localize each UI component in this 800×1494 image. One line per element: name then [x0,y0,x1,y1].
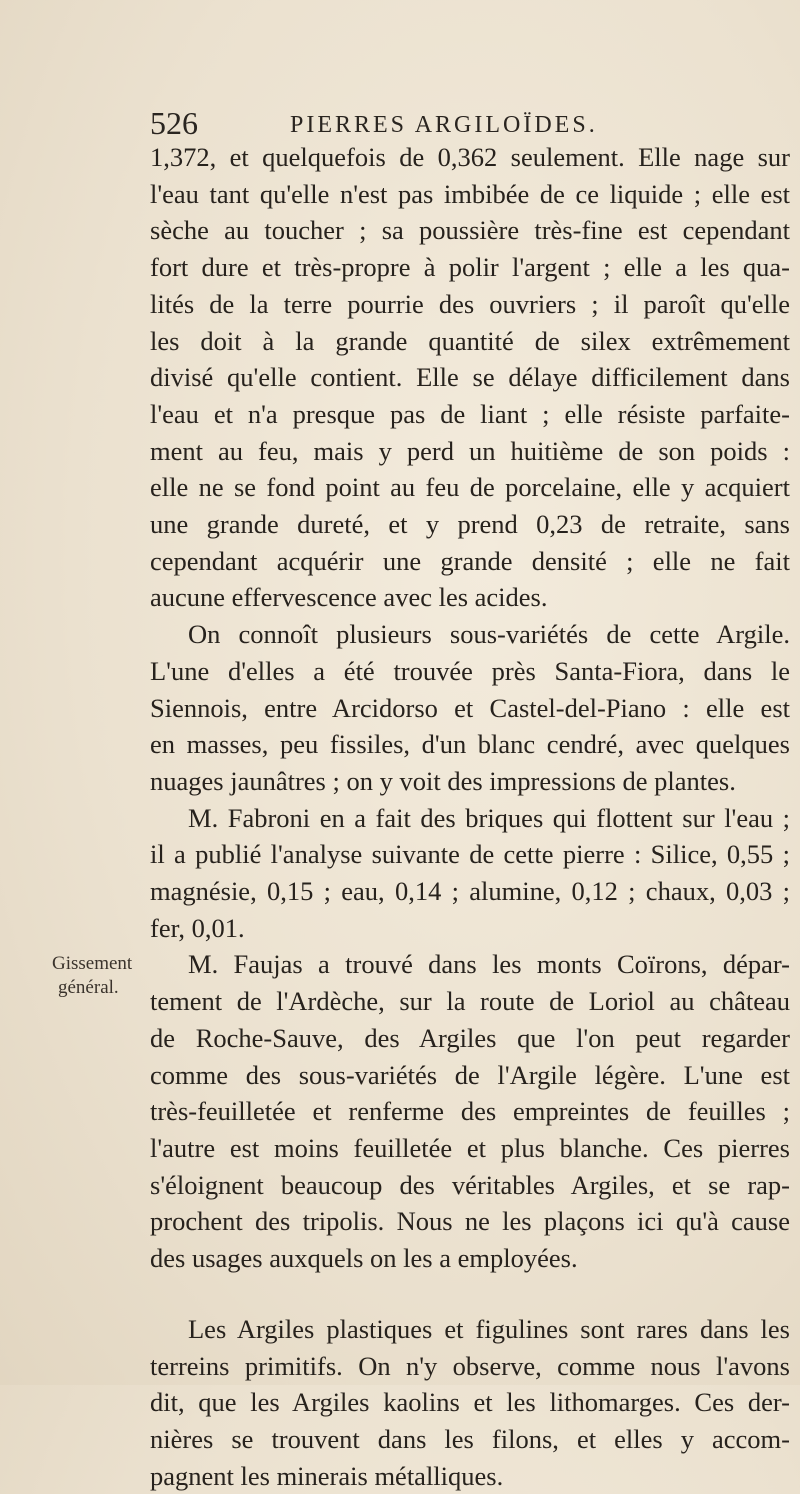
page-number: 526 [150,105,198,141]
text-line: tement de l'Ardèche, sur la route de Loriol au château [150,986,790,1017]
text-line: l'eau tant qu'elle n'est pas imbibée de ce liquide ; elle est [150,178,790,209]
margin-note-line: général. [58,977,119,998]
text-line: une grande dureté, et y prend 0,23 de retraite, sans [150,509,790,540]
text-line: sèche au toucher ; sa poussière très-fine est cependant [150,215,790,246]
text-line: divisé qu'elle contient. Elle se délaye difficilement dans [150,362,790,393]
text-line: fer, 0,01. [150,912,245,943]
margin-note [52,952,152,1000]
text-line: On connoît plusieurs sous-variétés de cette Argile. [188,619,790,650]
text-line: l'eau et n'a presque pas de liant ; elle résiste parfaite- [150,398,790,429]
running-title: PIERRES ARGILOÏDES. [290,112,598,138]
margin-note-line: Gissement [52,953,133,974]
text-line: lités de la terre pourrie des ouvriers ; il paroît qu'elle [150,288,790,319]
text-line: des usages auxquels on les a employées. [150,1243,578,1274]
text-line: il a publié l'analyse suivante de cette pierre : Silice, 0,55 ; [150,839,790,870]
text-line: cependant acquérir une grande densité ; elle ne fait [150,545,790,576]
text-line: M. Faujas a trouvé dans les monts Coïrons, dépar- [188,949,790,980]
text-line: Siennois, entre Arcidorso et Castel-del-Piano : elle est [150,692,790,723]
paragraph-gap [150,1277,790,1311]
text-line: L'une d'elles a été trouvée près Santa-Fiora, dans le [150,655,790,686]
text-line: 1,372, et quelquefois de 0,362 seulement. Elle nage sur [150,142,790,172]
text-line: en masses, peu fissiles, d'un blanc cendré, avec quelques [150,729,790,760]
text-line: comme des sous-variétés de l'Argile légère. L'une est [150,1059,790,1090]
text-line: fort dure et très-propre à polir l'argent ; elle a les qua- [150,252,790,283]
text-line: aucune effervescence avec les acides. [150,582,548,613]
text-line: nuages jaunâtres ; on y voit des impressions de plantes. [150,765,736,796]
text-line: l'autre est moins feuilletée et plus blanche. Ces pierres [150,1132,790,1163]
text-line: de Roche-Sauve, des Argiles que l'on peut regarder [150,1022,790,1053]
text-line: Les Argiles plastiques et figulines sont rares dans les [188,1313,790,1344]
text-line: les doit à la grande quantité de silex extrêmement [150,325,790,356]
body-text [150,139,790,1494]
text-line: ment au feu, mais y perd un huitième de son poids : [150,435,790,466]
text-line: terreins primitifs. On n'y observe, comme nous l'avons [150,1350,790,1381]
page-header [150,103,790,143]
text-line: s'éloignent beaucoup des véritables Argiles, et se rap- [150,1169,790,1200]
text-line: très-feuilletée et renferme des empreintes de feuilles ; [150,1096,790,1127]
text-line: magnésie, 0,15 ; eau, 0,14 ; alumine, 0,12 ; chaux, 0,03 ; [150,876,790,907]
text-line: pagnent les minerais métalliques. [150,1460,504,1491]
text-line: elle ne se fond point au feu de porcelaine, elle y acquiert [150,472,790,503]
text-line: dit, que les Argiles kaolins et les lithomarges. Ces der- [150,1387,790,1418]
text-line: nières se trouvent dans les filons, et elles y accom- [150,1423,790,1454]
text-line: M. Fabroni en a fait des briques qui flottent sur l'eau ; [188,802,790,833]
text-line: prochent des tripolis. Nous ne les plaçons ici qu'à cause [150,1206,790,1237]
